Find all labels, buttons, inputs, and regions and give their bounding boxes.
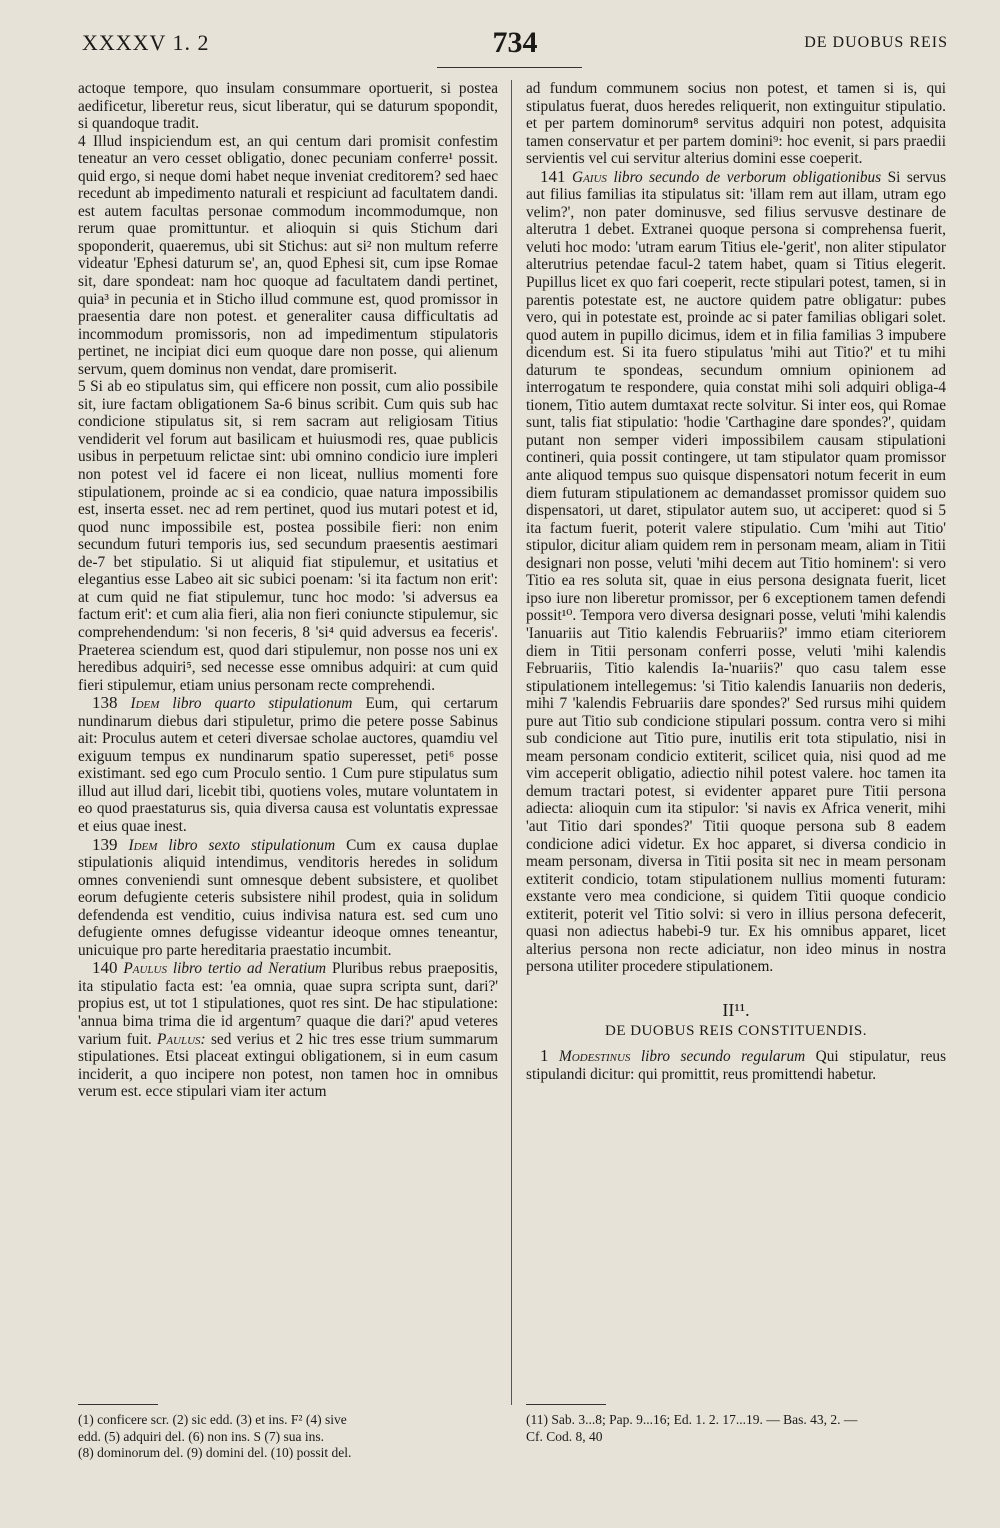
- running-title: DE DUOBUS REIS: [804, 34, 948, 51]
- lex-author: Modestinus: [558, 1047, 631, 1065]
- right-column: [526, 80, 946, 1410]
- footnote-line: (1) conficere scr. (2) sic edd. (3) et ins. F² (4) sive: [78, 1412, 347, 1427]
- header-rule: [437, 67, 582, 68]
- lex-138: [78, 694, 498, 835]
- lex-source: libro sexto stipulationum: [168, 836, 336, 854]
- title-name: DE DUOBUS REIS CONSTITUENDIS.: [604, 1023, 867, 1040]
- running-head: [82, 26, 948, 64]
- lex-number: 141: [540, 166, 566, 186]
- lex-text: Cum ex causa duplae stipulationis aliquid intendimus, venditoris heredes in solidum omnes conveniendi sunt omnesque debent subsistere, et quolibet eorum defugiente ceteris subsistere nihil prodest, quia in solidum defendenda est venditio, cuius indivisa natura est. sed cum uno defugiente omnes defugisse videantur ideoque omnes teneantur, unicuique pro parte hereditaria praestatio incumbit.: [78, 836, 498, 959]
- paragraph: 5 Si ab eo stipulatus sim, qui efficere non possit, cum alio possibile sit, iure factam obligationem Sa-6 binus scribit. Cum quis sub hac condicione stipulatus sit, si rem sacram aut religiosam Titius vendiderit vel forum aut basilicam et huiusmodi res, quae publicis usibus in perpetuum relictae sint: ubi omnino condicio iure impleri non potest vel id facere ei non liceat, nullius momenti fore stipulationem, proinde ac si ea condicio, quae natura impossibilis est, inserta esset. nec ad rem pertinet, quod ius mutari potest et id, quod nunc impossibile est, postea possibile fieri: non enim secundum futuri temporis ius, sed secundum praesentis aestimari de-7 bet stipulatio. Si ut aliquid fiat stipulemur, et usitatius et elegantius esse Labeo ait sic subici poenam: 'si ita factum non erit': at cum quid ne fiat stipulemur, tunc hoc modo: 'si adversus ea factum erit': et cum alia fieri, alia non fieri coniuncte stipulemur, sic comprehendendum: 'si non feceris, 8 'si⁴ quid adversus ea feceris'. Praeterea sciendum est, quod dari stipulemur, non posse nos uni ex heredibus adquiri⁵, sed necesse esse omnibus adquiri: at cum quid fieri stipulemur, etiam unius personam recte comprehendi.: [78, 378, 498, 694]
- footnote-rule: [526, 1404, 606, 1405]
- page-number: 734: [492, 26, 538, 59]
- lex-text: sed verius et 2 hic tres esse trium summarum stipulationes. Etsi placeat extingui obligationem, si in eum casum inciderit, a quo incipere non potest, non tamen hoc in omnibus verum est. ecce stipulari viam iter actum: [78, 1030, 498, 1101]
- lex-author: Paulus:: [156, 1030, 206, 1048]
- left-column: [78, 80, 498, 1400]
- lex-140: [78, 959, 498, 1100]
- lex-source: libro secundo regularum: [640, 1047, 806, 1065]
- footnote-line: (8) dominorum del. (9) domini del. (10) possit del.: [78, 1445, 352, 1460]
- paragraph: ad fundum communem socius non potest, et tamen si is, qui stipulatus fuerat, duos heredes reliquerit, non extinguitur stipulatio. et per partem dominorum⁸ servitus adquiri non potest, adquisita tamen conservatur et per partem domini⁹: hoc evenit, si pars praedii servientis vel cui servitur alterius domini esse coeperit.: [526, 80, 946, 168]
- footnote-line: Cf. Cod. 8, 40: [526, 1428, 603, 1444]
- lex-number: 140: [92, 958, 118, 978]
- footnotes-right: [526, 1412, 946, 1445]
- lex-author: Idem: [130, 695, 160, 713]
- title-heading: [526, 999, 946, 1041]
- lex-author: Paulus: [123, 960, 167, 978]
- lex-1: [526, 1047, 946, 1083]
- lex-text: Si servus aut filius familias ita stipulatus sit: 'illam rem aut illam, utram ego velim?', non pater dominusve, sed filius servusve destinare de alterutra 1 debet. Extranei quoque persona si comprehensa fuerit, veluti hoc modo: 'utram earum Titius ele-'gerit', non aliter stipulator alterutrius petendae facul-2 tatem habet, quam si Titius elegerit. Pupillus licet ex quo fari coeperit, recte stipulari potest, tamen, si in parentis potestate est, ne auctore quidem patre obligatur: pubes vero, qui in potestate est, proinde ac si pater familias obligari solet. quod autem in pupillo dicimus, idem et in filia familias 3 impubere dicendum est. Si ita fuero stipulatus 'mihi aut Titio?' et tu mihi daturum te spondeas, secundum omnium opinionem ad interrogatum te respondere, quia constat mihi soli adquiri obliga-4 tionem, Titio autem dumtaxat recte solvitur. Si inter eos, qui Romae sunt, talis fiat stipulatio: 'hodie 'Carthagine dare spondes?', quidam putant non semper videri impossibilem causam stipulationi contineri, quia possit contingere, ut tam stipulator quam promissor ante aliquod tempus suo quisque dispensatori notum fecerit in eum diem futuram stipulationem ac demandasset promissor quidem suo dispensatori, ut daret, stipulator autem suo, ut acciperet: quod si 5 ita factum fuerit, poterit valere stipulatio. Cum 'mihi aut Titio' stipulor, dicitur aliam quidem rem in personam meam, aliam in Titii designari non posse, veluti 'mihi decem aut Titio hominem': si vero Titio ea res soluta sit, quae in eius persona designata fuerit, licet ipso iure non liberetur promissor, per 6 exceptionem tamen defendi possit¹⁰. Tempora vero diversa designari posse, veluti 'mihi kalendis 'Ianuariis aut Titio kalendis Februariis?' immo etiam citeriorem diem in Titii personam conferri posse, veluti 'mihi kalendis Februariis, Titio kalendis Ia-'nuariis?' quo casu talem esse stipulationem intellegemus: 'si Titio kalendis Ianuariis non dederis, mihi 7 'kalendis Februariis dare spondes?' Sed rursus mihi quidem pure aut Titio sub condicione stipulari possum. contra vero si mihi sub condicione aut Titio pure, inutilis erit tota stipulatio, nisi in meam personam condicio extiterit, scilicet quia, nisi quod ad me vim acceperit obligatio, adiectio nihil potest valere. hoc tamen ita demum tractari potest, si evidenter apparet pure Titii persona adiecta: alioquin cum ita stipulor: 'si navis ex Africa venerit, mihi 'aut Titio dari spondes?' Titii quoque persona sub 8 eadem condicione adici videtur. Ex hoc apparet, si diversa condicio in meam personam, diversa in Titii posita sit nec in meam personam extiterit condicio, totam stipulationem nullius momenti futuram: exstante vero mea condicione, si quidem Titii quoque condicio extiterit, poterit vel Titio solvi: si vero in illius persona defecerit, quasi non adiectus habebi-9 tur. Ex his omnibus apparet, licet alterius persona non recte adiciatur, non ideo minus in nostra persona utiliter procedere stipulationem.: [526, 168, 946, 976]
- lex-number: 138: [92, 693, 118, 713]
- lex-source: libro quarto stipulationum: [172, 695, 353, 713]
- footnote-line: (11) Sab. 3...8; Pap. 9...16; Ed. 1. 2. 17...19. — Bas. 43, 2. —: [526, 1412, 858, 1427]
- footnote-rule: [78, 1404, 158, 1405]
- lex-number: 139: [92, 834, 118, 854]
- lex-author: Gaius: [572, 168, 607, 186]
- lex-source: libro tertio ad Neratium: [172, 960, 327, 978]
- lex-text: Eum, qui certarum nundinarum diebus dari stipuletur, primo die petere posse Sabinus ait: Proculus autem et ceteri diversae scholae auctores, quamdiu vel exiguum tempus ex nundinarum spatio superesset, peti⁶ posse existimant. sed ego cum Proculo sentio. 1 Cum pure stipulatus sum illud aut illud dari, licebit tibi, quotiens voles, mutare voluntatem in eo quod praestaturus sis, quia diversa causa est voluntatis expressae et eius quae inest.: [78, 695, 498, 835]
- paragraph: actoque tempore, quo insulam consummare oportuerit, si postea aedificetur, liberetur reus, sicut liberatur, qui se daturum spopondit, si quandoque tradit.: [78, 80, 498, 133]
- lex-text: Qui stipulatur, reus stipulandi dicitur: qui promittit, reus promittendi habetur.: [526, 1047, 946, 1083]
- paragraph: 4 Illud inspiciendum est, an qui centum dari promisit confestim teneatur an vero cesset obligatio, donec pecuniam conferre¹ possit. quid ergo, si neque domi habet neque inveniat creditorem? sed haec recedunt ab impedimento naturali et respiciunt ad facultatem dandi. est autem facultas personae commodum incommodumque, non rerum quae promittuntur. et alioquin si quis Stichum dari spoponderit, quaeremus, ubi sit Stichus: aut si² non multum referre videatur 'Ephesi daturum se', an, quod Ephesi sit, cum ipse Romae sit, dare spondeat: nam hoc quoque ad facultatem dandi pertinet, quia³ in pecunia et in Sticho illud commune est, quod promissor in praesentia dare non potest. et generaliter causa difficultatis ad incommodum promissoris, non ad impedimentum stipulatoris pertinet, ne incipiat dici eum quoque dare non posse, qui alienum servum, quem dominus non vendat, dare promiserit.: [78, 132, 498, 378]
- lex-number: 1: [540, 1045, 549, 1065]
- lex-source: libro secundo de verborum obligationibus: [613, 168, 882, 186]
- lex-139: [78, 836, 498, 960]
- title-number: II¹¹.: [722, 999, 750, 1020]
- book-reference: XXXXV 1. 2: [82, 30, 210, 55]
- footnote-line: edd. (5) adquiri del. (6) non ins. S (7) sua ins.: [78, 1428, 324, 1444]
- column-divider: [511, 80, 512, 1405]
- lex-text: Pluribus rebus praepositis, ita stipulatio facta est: 'ea omnia, quae supra scripta sunt, dari?' propius est, ut tot 1 stipulationes, quot res sint. De hac stipulatione: 'annua bima trima die id argentum⁷ quaque die dari?' apud veteres varium fuit.: [78, 960, 498, 1048]
- lex-141: [526, 168, 946, 976]
- footnotes-left: [78, 1412, 496, 1462]
- lex-author: Idem: [128, 836, 158, 854]
